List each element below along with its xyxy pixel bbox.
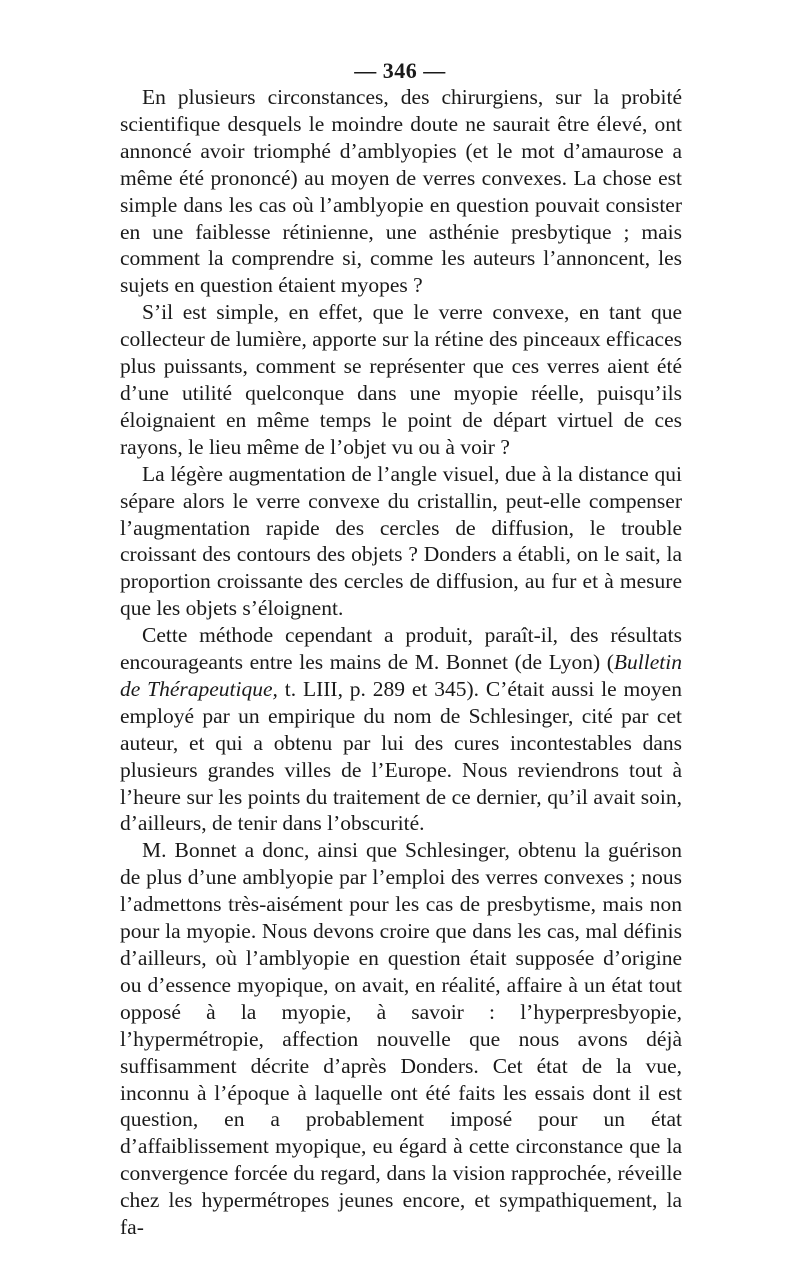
page-number: — 346 — <box>354 58 446 83</box>
body-text <box>120 84 682 1241</box>
paragraph-3: La légère augmentation de l’angle visuel, due à la distance qui sépare alors le verre convexe du cristallin, peut-elle compenser l’augmentation rapide des cercles de diffusion, le trouble croissant des contours des objets ? Donders a établi, on le sait, la proportion croissante des cercles de diffusion, au fur et à mesure que les objets s’éloignent. <box>120 461 682 621</box>
journal-title: Bulletin de Thérapeutique, <box>120 650 682 701</box>
paragraph-5: M. Bonnet a donc, ainsi que Schlesinger, obtenu la guérison de plus d’une amblyopie par l’emploi des verres convexes ; nous l’admettons très-aisément pour les cas de presbytisme, mais non pour la myopie. Nous devons croire que dans les cas, mal définis d’ailleurs, où l’amblyopie en question était supposée d’origine ou d’essence myopique, on avait, en réalité, affaire à un état tout opposé à la myopie, à savoir : l’hyperpresbyopie, l’hypermétropie, affection nouvelle que nous avons déjà suffisamment décrite d’après Donders. Cet état de la vue, inconnu à l’époque à laquelle ont été faits les essais dont il est question, en a probablement imposé pour un état d’affaiblissement myopique, eu égard à cette circonstance que la convergence forcée du regard, dans la vision rapprochée, réveille chez les hypermétropes jeunes encore, et sympathiquement, la fa- <box>120 838 682 1240</box>
paragraph-4-text-after: t. LIII, p. 289 et 345). C’était aussi le moyen employé par un empirique du nom de Schlesinger, cité par cet auteur, et qui a obtenu par lui des cures incontestables dans plusieurs grandes villes de l’Europe. Nous reviendrons tout à l’heure sur les points du traitement de ce dernier, qu’il avait soin, d’ailleurs, de tenir dans l’obscurité. <box>120 676 682 836</box>
paragraph-4 <box>120 622 682 837</box>
paragraph-4-text-before: Cette méthode cependant a produit, paraît-il, des résultats encourageants entre les mains de M. Bonnet (de Lyon) ( <box>120 623 682 675</box>
paragraph-1: En plusieurs circonstances, des chirurgiens, sur la probité scientifique desquels le moindre doute ne saurait être élevé, ont annoncé avoir triomphé d’amblyopies (et le mot d’amaurose a même été prononcé) au moyen de verres convexes. La chose est simple dans les cas où l’amblyopie en question pouvait consister en une faiblesse rétinienne, une asthénie presbytique ; mais comment la comprendre si, comme les auteurs l’annoncent, les sujets en question étaient myopes ? <box>120 85 682 298</box>
paragraph-2: S’il est simple, en effet, que le verre convexe, en tant que collecteur de lumière, apporte sur la rétine des pinceaux efficaces plus puissants, comment se représenter que ces verres aient été d’une utilité quelconque dans une myopie réelle, puisqu’ils éloignaient en même temps le point de départ virtuel de ces rayons, le lieu même de l’objet vu ou à voir ? <box>120 300 682 459</box>
